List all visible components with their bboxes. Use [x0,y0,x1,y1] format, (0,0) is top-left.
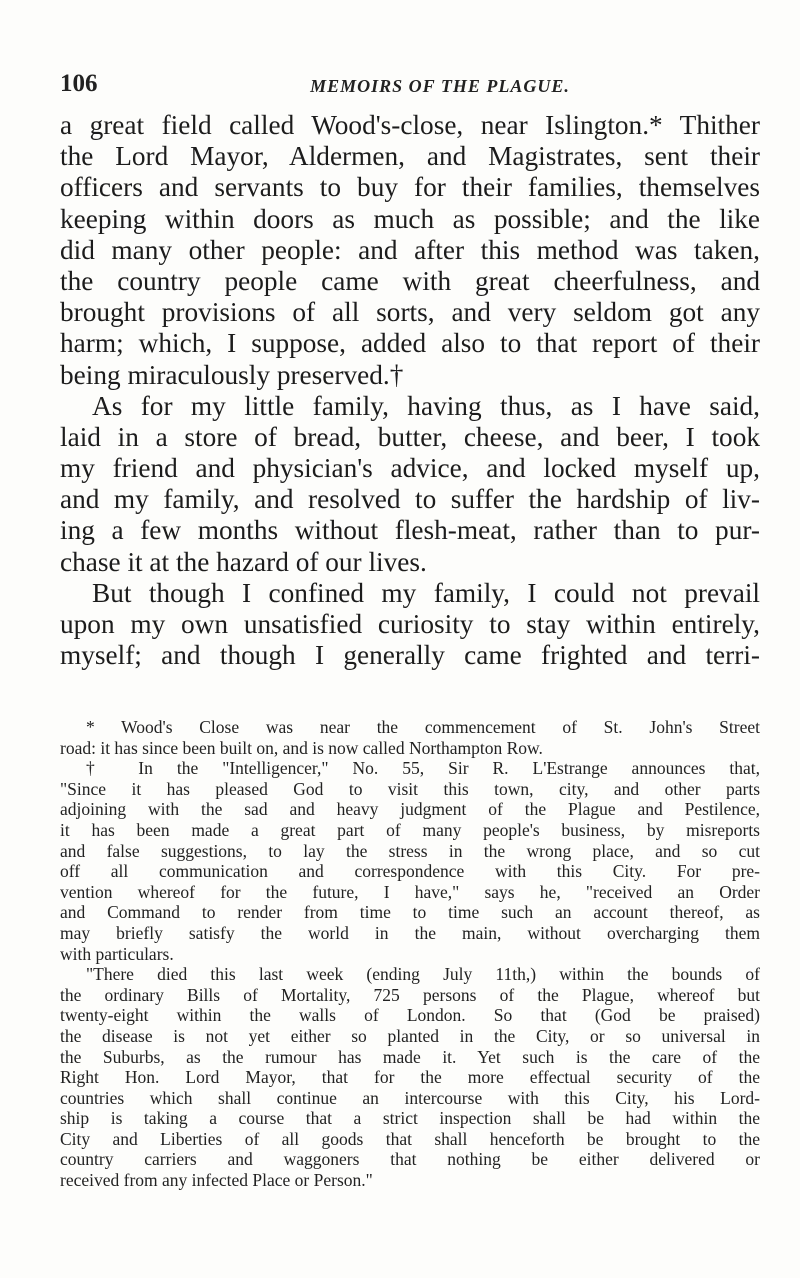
body-line: brought provisions of all sorts, and very seldom got any [60,297,760,328]
body-line: As for my little family, having thus, as I have said, [92,390,760,421]
footnote-line: may briefly satisfy the world in the main, without overcharging them [60,922,760,943]
footnote-line: road: it has since been built on, and is now called Northampton Row. [60,737,543,758]
body-line: ing a few months without flesh-meat, rather than to pur- [60,515,760,546]
footnote-line: countries which shall continue an intercourse with this City, his Lord- [60,1087,760,1108]
footnote-line: † In the "Intelligencer," No. 55, Sir R. L'Estrange announces that, [86,758,760,779]
footnote-line: the ordinary Bills of Mortality, 725 persons of the Plague, whereof but [60,984,760,1005]
body-line: But though I confined my family, I could not prevail [92,577,760,608]
body-line: harm; which, I suppose, added also to that report of their [60,328,760,359]
body-line: being miraculously preserved.† [60,359,404,390]
running-title: MEMOIRS OF THE PLAGUE. [310,76,570,96]
footnote-line: twenty-eight within the walls of London. So that (God be praised) [60,1005,760,1026]
body-line: upon my own unsatisfied curiosity to stay within entirely, [60,609,760,639]
footnotes [60,717,760,1191]
body-line: did many other people: and after this method was taken, [60,234,760,265]
body-text [60,110,760,671]
body-line: and my family, and resolved to suffer the hardship of liv- [60,484,760,515]
footnote-line: received from any infected Place or Person." [60,1170,373,1191]
body-line: a great field called Wood's-close, near Islington.* Thither [60,110,760,140]
footnote-line: vention whereof for the future, I have," says he, "received an Order [60,881,760,902]
footnote-line: it has been made a great part of many people's business, by misreports [60,819,760,840]
footnote-line: country carriers and waggoners that nothing be either delivered or [60,1149,760,1170]
footnote-line: Right Hon. Lord Mayor, that for the more effectual security of the [60,1067,760,1088]
footnote-line: adjoining with the sad and heavy judgment of the Plague and Pestilence, [60,799,760,820]
footnote-line: the disease is not yet either so planted in the City, or so universal in [60,1025,760,1046]
body-line: laid in a store of bread, butter, cheese, and beer, I took [60,421,760,452]
body-line: my friend and physician's advice, and locked myself up, [60,453,760,484]
body-line: officers and servants to buy for their families, themselves [60,172,760,203]
footnote-line: ship is taking a course that a strict inspection shall be had within the [60,1108,760,1129]
footnote-line: and Command to render from time to time such an account thereof, as [60,902,760,923]
footnote-line: and false suggestions, to lay the stress in the wrong place, and so cut [60,840,760,861]
footnote-line: the Suburbs, as the rumour has made it. Yet such is the care of the [60,1046,760,1067]
body-line: the country people came with great cheerfulness, and [60,265,760,296]
body-line: myself; and though I generally came frighted and terri- [60,640,760,671]
footnote-line: off all communication and correspondence with this City. For pre- [60,861,760,882]
footnote-line: * Wood's Close was near the commencement of St. John's Street [86,717,760,737]
footnote-line: "There died this last week (ending July 11th,) within the bounds of [86,964,760,985]
footnote-line: "Since it has pleased God to visit this town, city, and other parts [60,778,760,799]
body-line: keeping within doors as much as possible; and the like [60,203,760,234]
body-line: chase it at the hazard of our lives. [60,546,427,577]
running-head [60,70,760,110]
footnote-line: with particulars. [60,943,174,964]
body-line: the Lord Mayor, Aldermen, and Magistrates, sent their [60,141,760,172]
page-number: 106 [60,70,98,97]
footnote-line: City and Liberties of all goods that shall henceforth be brought to the [60,1128,760,1149]
